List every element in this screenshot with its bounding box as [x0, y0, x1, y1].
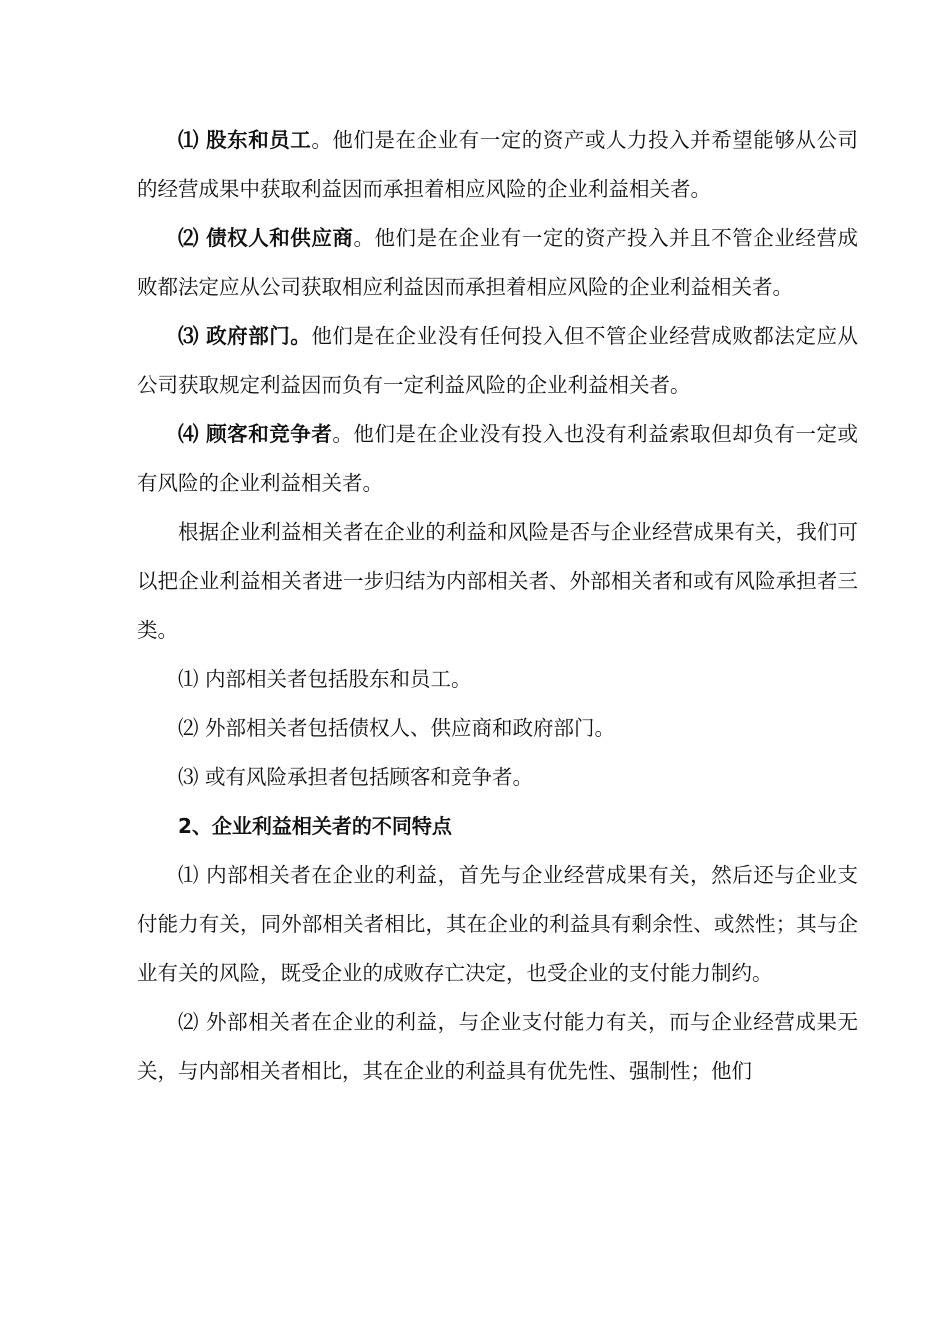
category-title: 顾客和竞争者 — [206, 422, 333, 446]
group-item — [137, 753, 858, 802]
item-number: ⑵ — [178, 716, 199, 740]
category-paragraph — [137, 116, 858, 214]
group-item — [137, 655, 858, 704]
category-paragraph — [137, 410, 858, 508]
item-number: ⑴ — [178, 667, 199, 691]
feature-text: 内部相关者在企业的利益，首先与企业经营成果有关，然后还与企业支付能力有关，同外部相关者相比，其在企业的利益具有剩余性、或然性；其与企业有关的风险，既受企业的成败存亡决定，也受企业的支付能力制约。 — [137, 863, 858, 985]
item-number: ⑶ — [178, 324, 200, 348]
category-text: 。他们是在企业没有投入也没有利益索取但却负有一定或有风险的企业利益相关者。 — [137, 422, 858, 495]
group-text: 内部相关者包括股东和员工。 — [205, 667, 472, 691]
feature-paragraph — [137, 998, 858, 1096]
category-title: 政府部门。 — [206, 324, 312, 348]
category-paragraph — [137, 214, 858, 312]
item-number: ⑶ — [178, 765, 199, 789]
summary-paragraph: 根据企业利益相关者在企业的利益和风险是否与企业经营成果有关，我们可以把企业利益相关者进一步归结为内部相关者、外部相关者和或有风险承担者三类。 — [137, 520, 858, 642]
category-text: 他们是在企业没有任何投入但不管企业经营成败都法定应从公司获取规定利益因而负有一定利益风险的企业利益相关者。 — [137, 324, 858, 397]
document-page — [137, 116, 858, 1096]
item-number: ⑴ — [178, 128, 200, 152]
section-heading: 2、企业利益相关者的不同特点 — [178, 814, 452, 838]
item-number: ⑴ — [178, 863, 200, 887]
category-text: 。他们是在企业有一定的资产投入并且不管企业经营成败都法定应从公司获取相应利益因而承担着相应风险的企业利益相关者。 — [137, 226, 858, 299]
group-text: 或有风险承担者包括顾客和竞争者。 — [205, 765, 534, 789]
feature-text: 外部相关者在企业的利益，与企业支付能力有关，而与企业经营成果无关，与内部相关者相比，其在企业的利益具有优先性、强制性；他们 — [137, 1010, 858, 1083]
item-number: ⑷ — [178, 422, 200, 446]
group-item — [137, 704, 858, 753]
category-title: 债权人和供应商 — [206, 226, 354, 250]
category-paragraph — [137, 312, 858, 410]
group-text: 外部相关者包括债权人、供应商和政府部门。 — [205, 716, 616, 740]
category-text: 。他们是在企业有一定的资产或人力投入并希望能够从公司的经营成果中获取利益因而承担着相应风险的企业利益相关者。 — [137, 128, 858, 201]
item-number: ⑵ — [178, 226, 200, 250]
item-number: ⑵ — [178, 1010, 200, 1034]
category-title: 股东和员工 — [206, 128, 312, 152]
feature-paragraph — [137, 851, 858, 998]
